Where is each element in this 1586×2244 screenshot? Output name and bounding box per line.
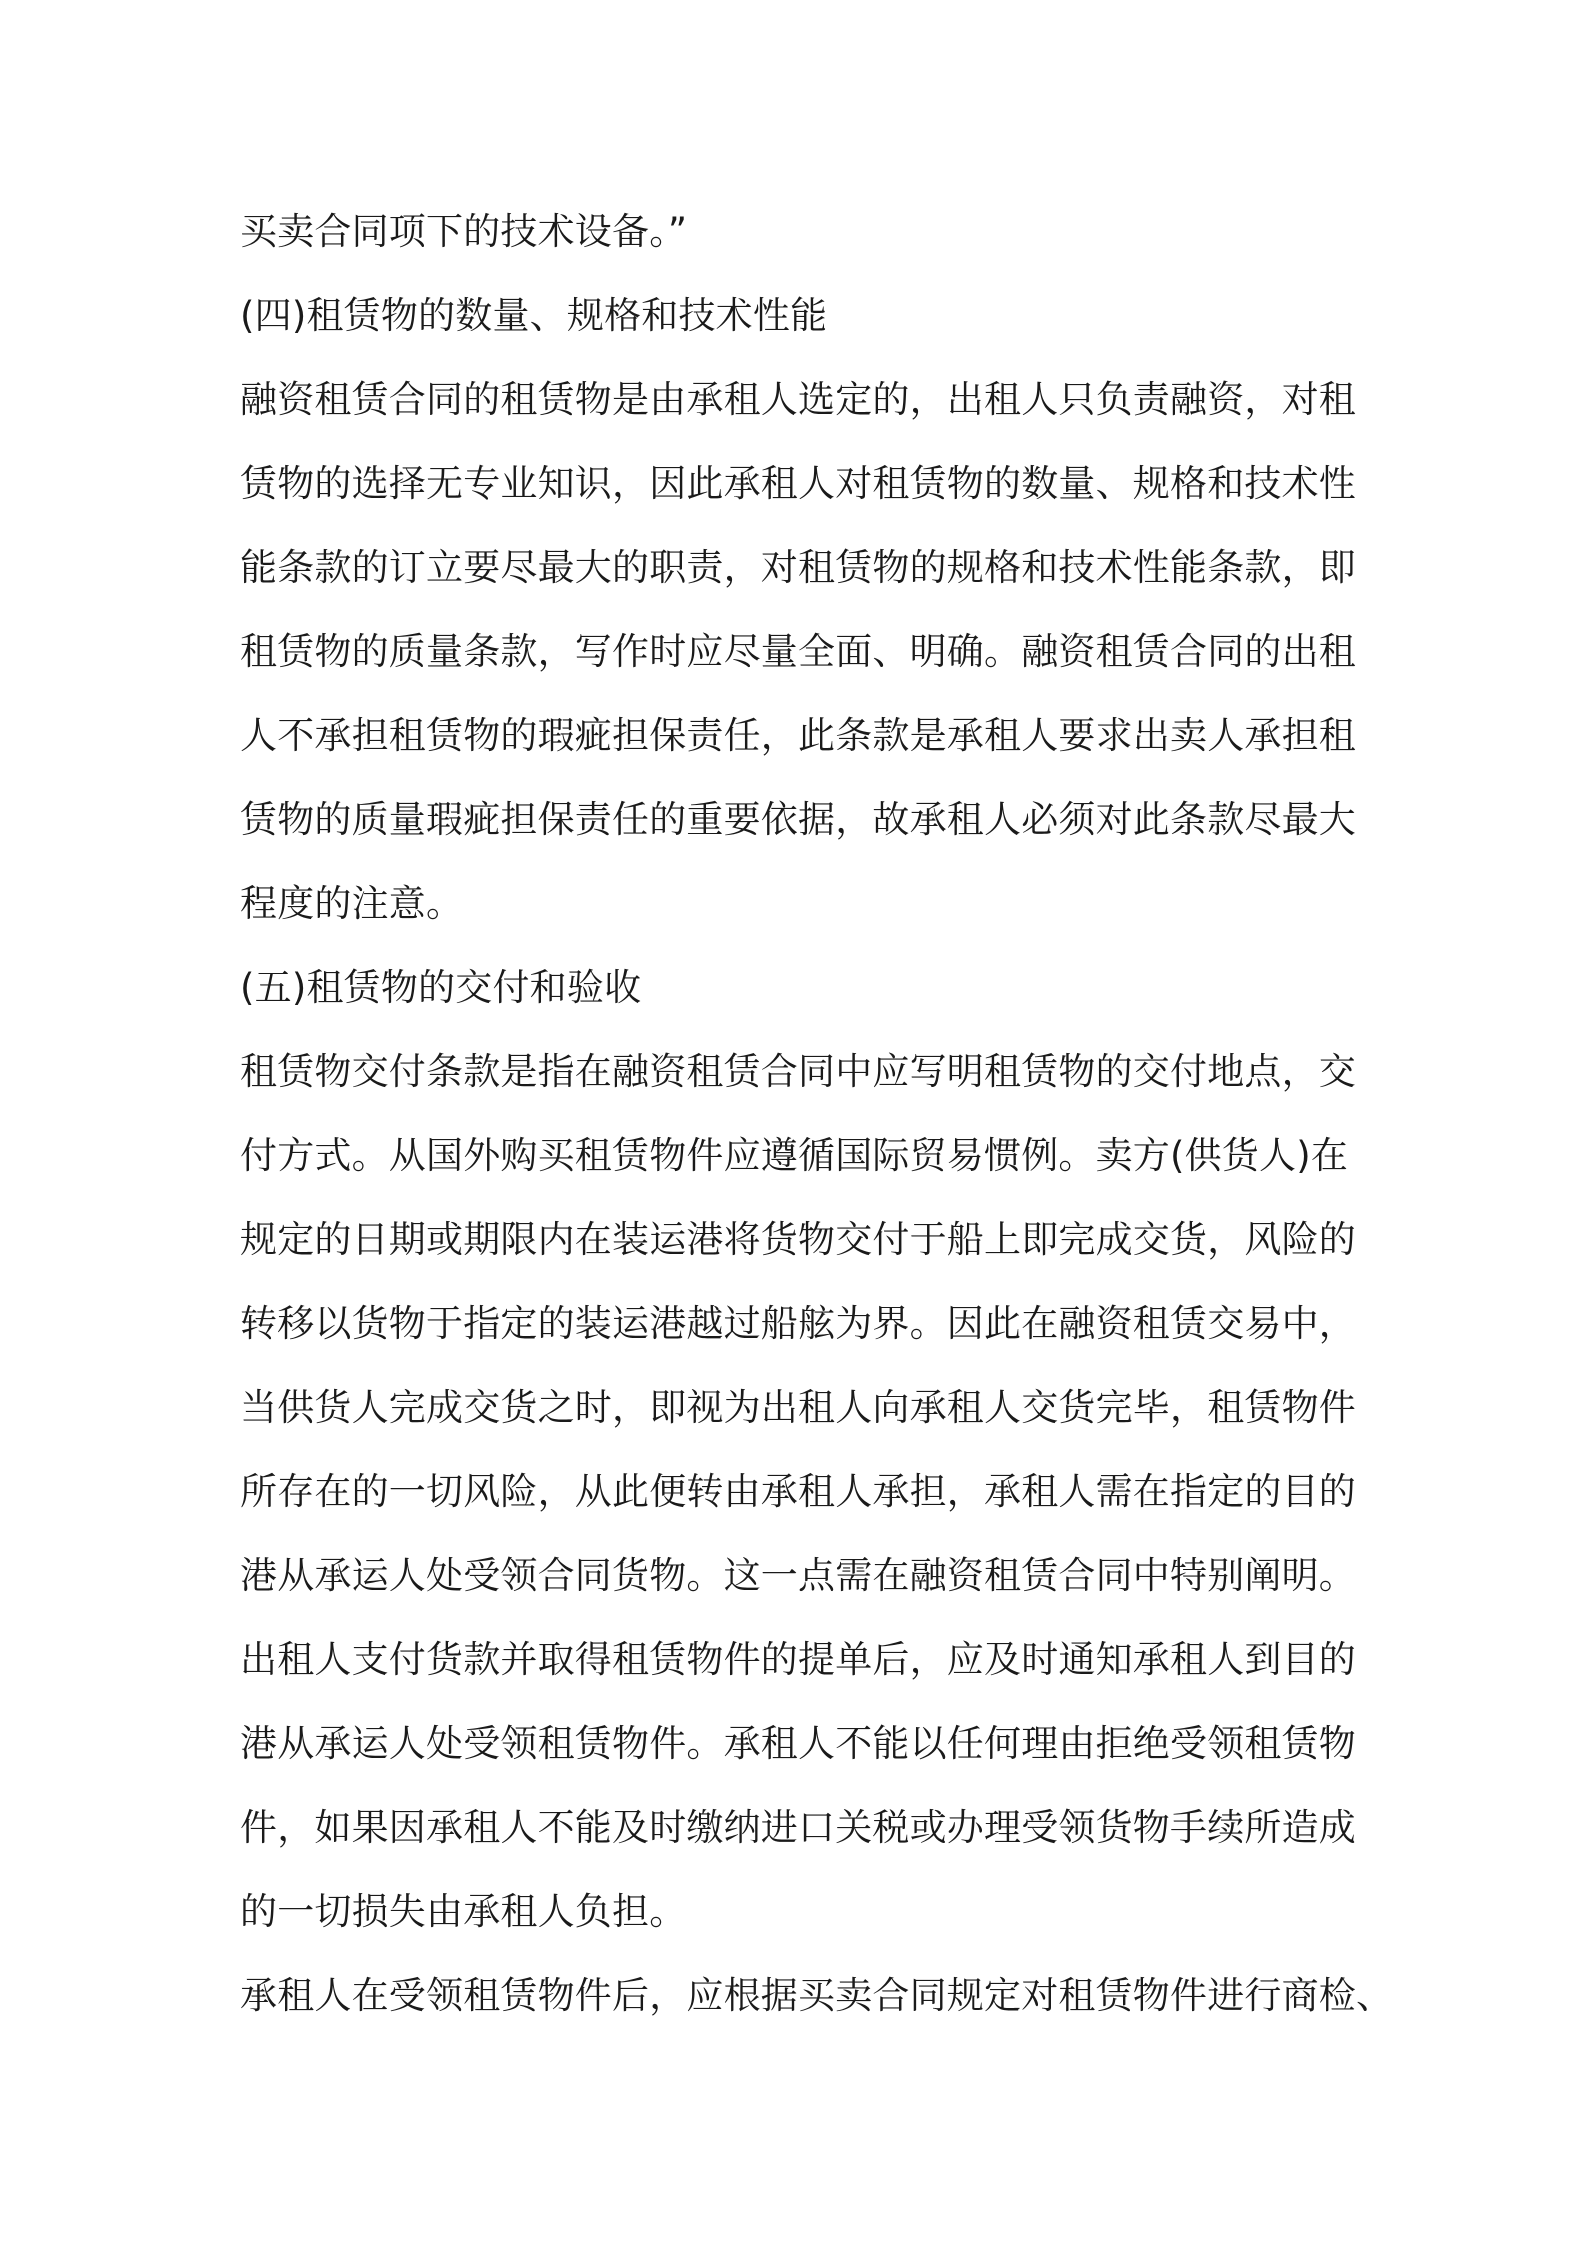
- text-line-18: 出租人支付货款并取得租赁物件的提单后，应及时通知承租人到目的: [240, 1638, 1356, 1681]
- text-line-6: 租赁物的质量条款，写作时应尽量全面、明确。融资租赁合同的出租: [240, 630, 1356, 673]
- section-heading-4: (四)租赁物的数量、规格和技术性能: [240, 294, 828, 337]
- text-line-11: 租赁物交付条款是指在融资租赁合同中应写明租赁物的交付地点，交: [240, 1050, 1356, 1093]
- text-line-15: 当供货人完成交货之时，即视为出租人向承租人交货完毕，租赁物件: [240, 1386, 1356, 1429]
- text-line-12: 付方式。从国外购买租赁物件应遵循国际贸易惯例。卖方(供货人)在: [240, 1134, 1349, 1177]
- section-heading-5: (五)租赁物的交付和验收: [240, 966, 642, 1009]
- text-line-21: 的一切损失由承租人负担。: [240, 1890, 687, 1933]
- text-line-17: 港从承运人处受领合同货物。这一点需在融资租赁合同中特别阐明。: [240, 1554, 1356, 1597]
- text-line-14: 转移以货物于指定的装运港越过船舷为界。因此在融资租赁交易中，: [240, 1302, 1356, 1345]
- text-line-13: 规定的日期或期限内在装运港将货物交付于船上即完成交货，风险的: [240, 1218, 1356, 1261]
- text-line-1: 买卖合同项下的技术设备。”: [240, 210, 688, 253]
- text-line-7: 人不承担租赁物的瑕疵担保责任，此条款是承租人要求出卖人承担租: [240, 714, 1356, 757]
- document-body: [240, 190, 1394, 2038]
- text-line-4: 赁物的选择无专业知识，因此承租人对租赁物的数量、规格和技术性: [240, 462, 1356, 505]
- text-line-5: 能条款的订立要尽最大的职责，对租赁物的规格和技术性能条款，即: [240, 546, 1356, 589]
- text-line-20: 件，如果因承租人不能及时缴纳进口关税或办理受领货物手续所造成: [240, 1806, 1356, 1849]
- text-line-9: 程度的注意。: [240, 882, 464, 925]
- text-line-16: 所存在的一切风险，从此便转由承租人承担，承租人需在指定的目的: [240, 1470, 1356, 1513]
- text-line-8: 赁物的质量瑕疵担保责任的重要依据，故承租人必须对此条款尽最大: [240, 798, 1356, 841]
- text-line-19: 港从承运人处受领租赁物件。承租人不能以任何理由拒绝受领租赁物: [240, 1722, 1356, 1765]
- text-line-22: 承租人在受领租赁物件后，应根据买卖合同规定对租赁物件进行商检、: [240, 1974, 1394, 2017]
- text-line-3: 融资租赁合同的租赁物是由承租人选定的，出租人只负责融资，对租: [240, 378, 1356, 421]
